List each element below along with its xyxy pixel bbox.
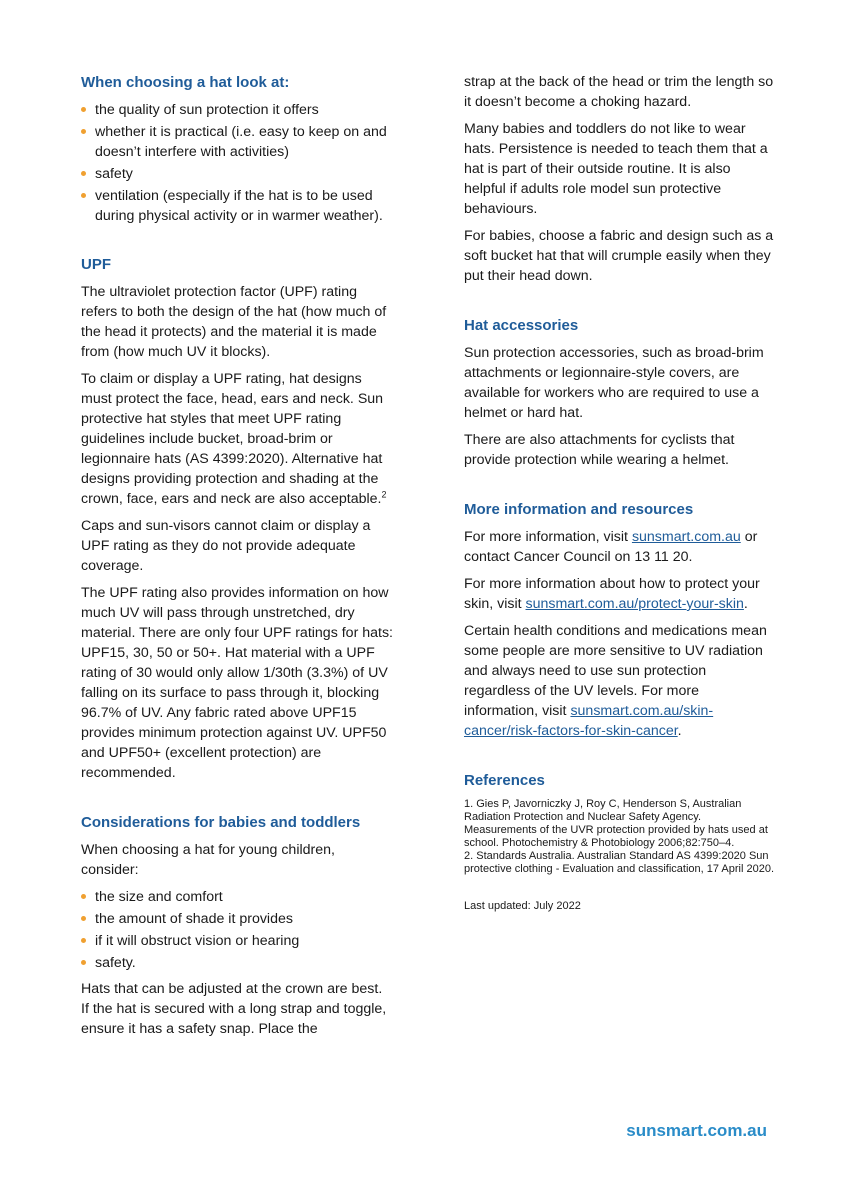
babies-heading: Considerations for babies and toddlers — [81, 814, 361, 831]
hat-heading: When choosing a hat look at: — [81, 74, 290, 91]
continued-paragraph-3: For babies, choose a fabric and design such as a soft bucket hat that will crumple easily when they put their head down. — [464, 228, 774, 284]
protect-your-skin-link[interactable]: sunsmart.com.au/protect-your-skin — [525, 596, 744, 612]
accessories-heading: Hat accessories — [464, 317, 579, 334]
babies-paragraph: Hats that can be adjusted at the crown are best. If the hat is secured with a long strap and toggle, ensure it has a safety snap. Place the — [81, 981, 387, 1037]
sunsmart-link[interactable]: sunsmart.com.au — [631, 529, 741, 545]
list-item: the size and comfort — [81, 887, 393, 907]
more-info-paragraph-2: For more information about how to protect your skin, visit sunsmart.com.au/protect-your-skin. — [464, 576, 760, 612]
last-updated: Last updated: July 2022 — [464, 900, 581, 912]
upf-paragraph-2: To claim or display a UPF rating, hat designs must protect the face, head, ears and neck. Sun protective hat styles that meet UPF rating guidelines include bucket, broad-brim or legionnaire hats (AS 4399:2020). Alternative hat designs providing protection and shading at the crown, face, ears and neck are also acceptable.$^2$ — [81, 371, 387, 507]
upf-heading: UPF — [81, 256, 111, 273]
more-info-heading: More information and resources — [464, 501, 694, 518]
footnote-ref: 2 — [381, 489, 387, 500]
more-info-paragraph-1: For more information, visit sunsmart.com.au or contact Cancer Council on 13 11 20. — [464, 529, 758, 565]
more-info-paragraph-3: Certain health conditions and medications mean some people are more sensitive to UV radiation and always need to use sun protection regardless of the UV levels. For more information, visit sunsmart.com.au/skin-cancer/risk-factors-for-skin-cancer. — [464, 623, 767, 739]
reference-2: 2. Standards Australia. Australian Standard AS 4399:2020 Sun protective clothing - Evaluation and classification, 17 April 2020. — [464, 850, 775, 875]
reference-1: 1. Gies P, Javorniczky J, Roy C, Henderson S, Australian Radiation Protection and Nuclear Safety Agency. Measurements of the UVR protection provided by hats used at school. Photochemistry & Photobiology 2006;82:750–4. — [464, 798, 768, 849]
list-item: the amount of shade it provides — [81, 909, 393, 929]
footer-url[interactable]: sunsmart.com.au — [626, 1121, 767, 1140]
continued-paragraph-1: strap at the back of the head or trim the length so it doesn’t become a choking hazard. — [464, 74, 774, 110]
list-item: whether it is practical (i.e. easy to keep on and doesn’t interfere with activities) — [81, 122, 393, 162]
risk-factors-link[interactable]: sunsmart.com.au/skin-cancer/risk-factors-for-skin-cancer — [464, 703, 714, 739]
list-item: safety — [81, 164, 393, 184]
references-heading: References — [464, 772, 545, 789]
accessories-paragraph-2: There are also attachments for cyclists that provide protection while wearing a helmet. — [464, 432, 735, 468]
references-section — [464, 770, 774, 876]
upf-paragraph-4: The UPF rating also provides information on how much UV will pass through unstretched, dry material. There are only four UPF ratings for hats: UPF15, 30, 50 or 50+. Hat material with a UPF rating of 30 would only allow 1/30th (3.3%) of UV falling on its surface to pass through it, blocking 96.7% of UV. Any fabric rated above UPF15 provides minimum protection against UV. UPF50 and UPF50+ (excellent protection) are recommended. — [81, 585, 393, 781]
right-column — [464, 72, 774, 913]
babies-intro: When choosing a hat for young children, consider: — [81, 842, 335, 878]
hat-criteria-list — [81, 100, 393, 226]
list-item: ventilation (especially if the hat is to be used during physical activity or in warmer weather). — [81, 186, 393, 226]
continued-paragraph-2: Many babies and toddlers do not like to wear hats. Persistence is needed to teach them that a hat is part of their outside routine. It is also helpful if adults role model sun protective behaviours. — [464, 121, 768, 217]
list-item: safety. — [81, 953, 393, 973]
left-column — [81, 72, 393, 1046]
upf-paragraph-3: Caps and sun-visors cannot claim or display a UPF rating as they do not provide adequate coverage. — [81, 518, 371, 574]
accessories-paragraph-1: Sun protection accessories, such as broad-brim attachments or legionnaire-style covers, are available for workers who are required to use a helmet or hard hat. — [464, 345, 764, 421]
upf-paragraph-1: The ultraviolet protection factor (UPF) rating refers to both the design of the hat (how much of the head it protects) and the material it is made from (how much UV it blocks). — [81, 284, 387, 360]
list-item: the quality of sun protection it offers — [81, 100, 393, 120]
list-item: if it will obstruct vision or hearing — [81, 931, 393, 951]
babies-list — [81, 887, 393, 973]
